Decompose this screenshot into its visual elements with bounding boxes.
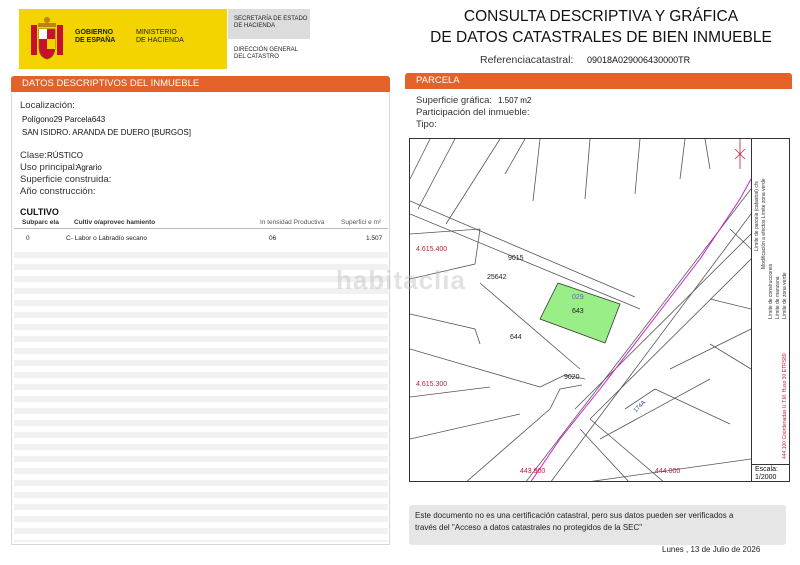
table-row: 0 C- Labor o Labradío secano 06 1.507 [26, 235, 383, 242]
tipo-label: Tipo: [416, 119, 437, 130]
superficie-grafica-label: Superficie gráfica: [416, 95, 493, 106]
clase-label: Clase: [20, 150, 47, 161]
scale-label: Escala: [755, 466, 778, 473]
cadastral-map[interactable] [409, 138, 790, 482]
map-legend [751, 139, 790, 464]
localizacion-line1: Polígono29 Parcela643 [22, 115, 106, 124]
table-empty-area [14, 246, 388, 542]
participacion-label: Participación del inmueble: [416, 107, 530, 118]
scale-box [751, 464, 790, 482]
superficie-construida-label: Superficie construida: [20, 174, 112, 185]
cultivo-heading: CULTIVO [20, 207, 59, 217]
clase-value: RÚSTICO [47, 151, 83, 160]
col-intensidad: In tensidad Productiva [260, 219, 325, 226]
section-parcela-header: PARCELA [405, 73, 792, 89]
gobierno-text: GOBIERNO DE ESPAÑA [75, 29, 116, 44]
coat-of-arms-icon [27, 15, 67, 63]
cultivo-table-header [14, 216, 388, 229]
legend-item-1: Límite de parcela (catastral) cfs [754, 181, 760, 251]
coord-note: 444.100 Coordenadas U.T.M. Huso 30 ETRS89 [782, 353, 788, 459]
gobierno-logo [19, 9, 227, 69]
label-9020: 9020 [564, 374, 580, 381]
ministerio-text: MINISTERIO DE HACIENDA [136, 29, 184, 44]
legend-item-2: Modificación a efectos Límite zona verde [761, 178, 767, 269]
coord-x2: 444.000 [655, 468, 681, 475]
label-9015: 9015 [508, 255, 524, 262]
anio-construccion-label: Año construcción: [20, 186, 96, 197]
notice-line2: través del "Acceso a datos catastrales no protegidos de la SEC" [415, 523, 643, 532]
notice-box [409, 505, 786, 545]
label-029: 029 [572, 294, 584, 301]
date-text: Lunes , 13 de Julio de 2026 [662, 545, 761, 554]
legend-item-5: Límite de zona verde [782, 272, 788, 319]
direccion-text: DIRECCIÓN GENERAL DEL CATASTRO [234, 47, 299, 60]
ref-value: 09018A029006430000TR [587, 55, 691, 65]
coord-y1: 4.615.400 [416, 246, 448, 253]
label-643: 643 [572, 308, 584, 315]
localizacion-line2: SAN ISIDRO. ARANDA DE DUERO [BURGOS] [22, 128, 191, 137]
legend-item-4: Límite de manzana [775, 276, 781, 319]
page-title: CONSULTA DESCRIPTIVA Y GRÁFICA DE DATOS CATASTRALES DE BIEN INMUEBLE [430, 8, 772, 46]
uso-value: Agrario [76, 163, 102, 172]
scale-value: 1/2000 [755, 474, 777, 481]
col-subparcela: Subparc ela [22, 219, 59, 226]
label-25642: 25642 [487, 274, 507, 281]
legend-item-3: Límite de construcciones [768, 263, 774, 319]
ref-label: Referenciacatastral: [480, 54, 574, 66]
secretaria-box: SECRETARÍA DE ESTADO DE HACIENDA [228, 9, 310, 39]
col-superficie: Superfici e m² [341, 219, 382, 226]
coord-x1: 443.900 [520, 468, 546, 475]
section-datos-header: DATOS DESCRIPTIVOS DEL INMUEBLE [11, 76, 390, 92]
watermark: habitaclia [336, 265, 466, 295]
label-644: 644 [510, 334, 522, 341]
coord-y2: 4.615.300 [416, 381, 448, 388]
superficie-grafica-value: 1.507 m2 [498, 96, 532, 105]
col-cultivo: Cultiv o/aprovec hamiento [74, 219, 156, 226]
uso-label: Uso principal: [20, 162, 78, 173]
notice-line1: Este documento no es una certificación catastral, pero sus datos pueden ser verificados a [415, 511, 734, 520]
road-label: 174A [632, 399, 648, 415]
localizacion-label: Localización: [20, 100, 75, 111]
